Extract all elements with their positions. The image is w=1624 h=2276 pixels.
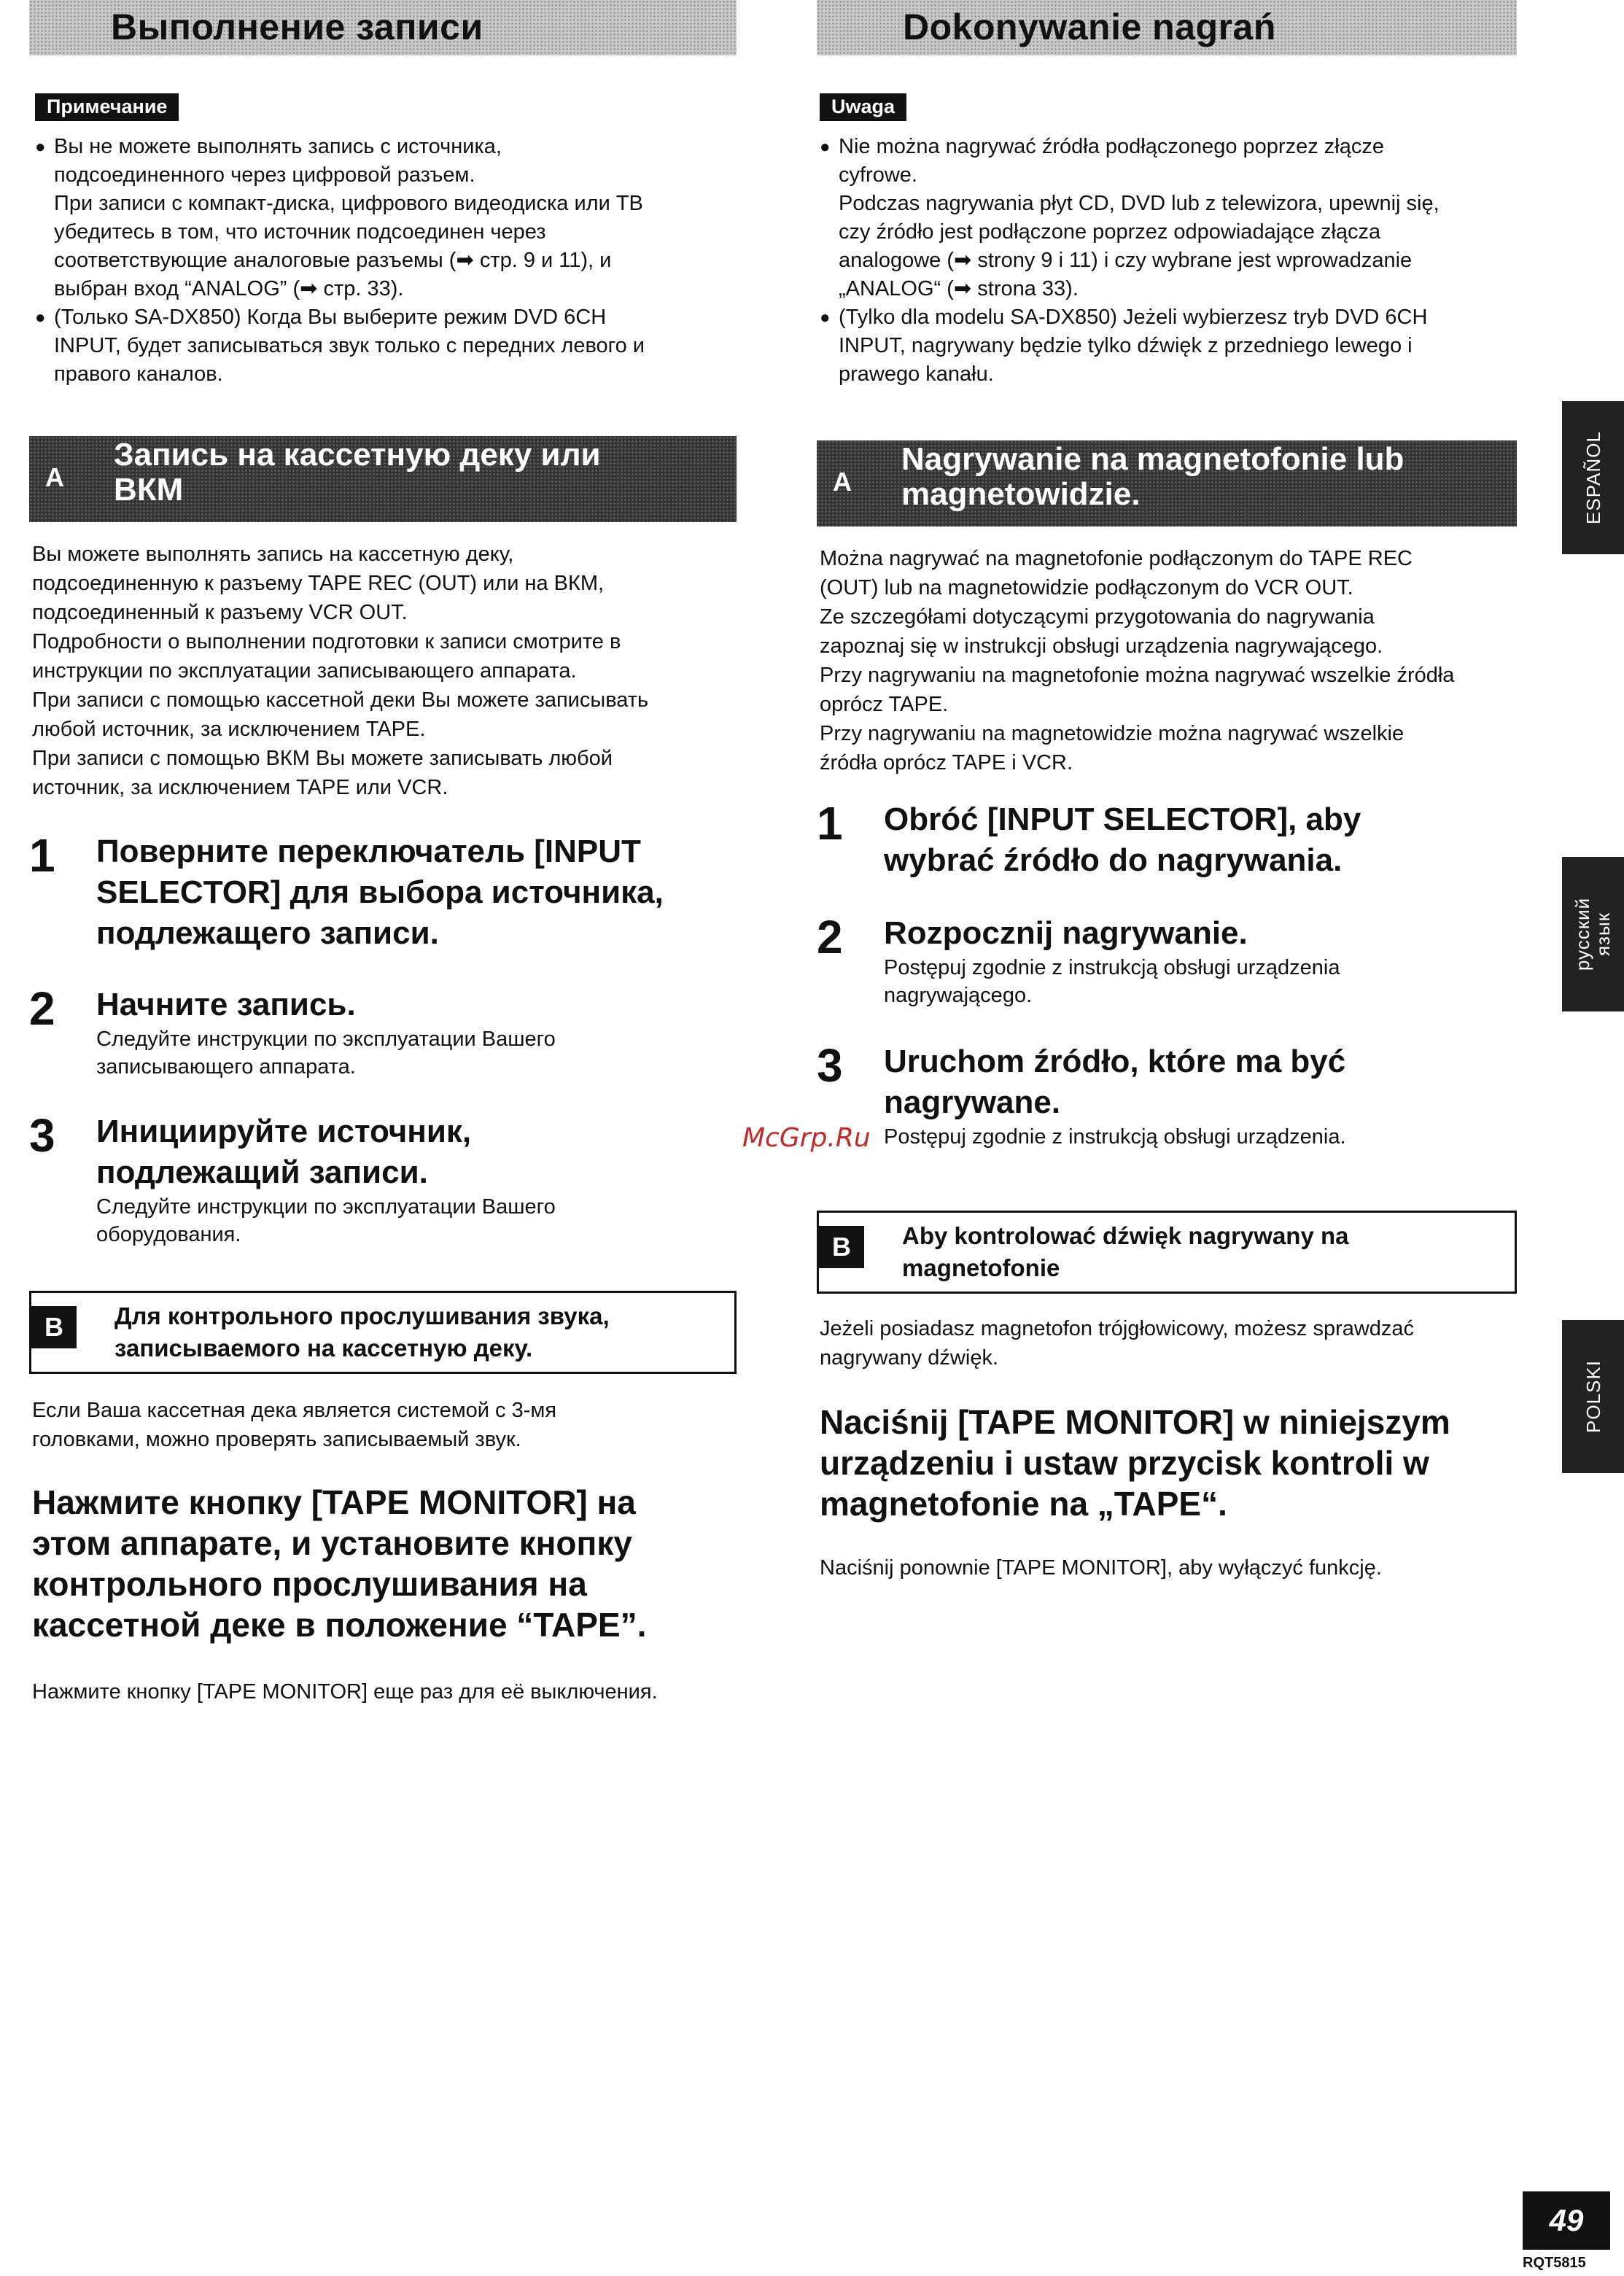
step-description: Postępuj zgodnie z instrukcją obsługi urządzenia. (884, 1125, 1346, 1149)
note-item: ● (Только SA-DX850) Когда Вы выберите режим DVD 6CH INPUT, будет записываться звук только с передних левого и правого каналов. (35, 303, 737, 389)
section-b-letter: B (31, 1306, 77, 1348)
side-tab-espanol: ESPAÑOL (1562, 401, 1624, 554)
section-a-body-ru: Вы можете выполнять запись на кассетную деку, подсоединенную к разъему TAPE REC (OUT) или на ВКМ, подсоединенный к разъему VCR OUT. Подробности о выполнении подготовки к записи смотрите в инструкции по эксплуатации записывающего аппарата. При записи с помощью кассетной деки Вы можете записывать любой источник, за исключением TAPE. При записи с помощью ВКМ Вы можете записывать любой источник, за исключением TAPE или VCR. (32, 543, 649, 799)
section-a-letter: A (45, 462, 64, 492)
bullet-icon: ● (820, 308, 831, 327)
bullet-icon: ● (35, 308, 46, 327)
section-b-instruction-ru: Нажмите кнопку [TAPE MONITOR] на этом аппарате, и установите кнопку контрольного прослушивания на кассетной деке в положение “TAPE”. (32, 1483, 647, 1644)
step-heading: Начните запись. (96, 987, 356, 1022)
document-code: RQT5815 (1523, 2255, 1586, 2271)
page-title-pl (817, 0, 1517, 55)
step-heading: Поверните переключатель [INPUT SELECTOR] для выбора источника, подлежащего записи. (96, 834, 664, 951)
section-b-title: Для контрольного прослушивания звука, записываемого на кассетную деку. (114, 1302, 610, 1362)
notes-list-ru (35, 133, 737, 389)
section-a-title: Запись на кассетную деку или ВКМ (114, 437, 601, 508)
step-number: 2 (817, 911, 843, 963)
page-title-ru (29, 0, 737, 55)
section-b-body-ru: Если Ваша кассетная дека является системой с 3-мя головками, можно проверять записываемый звук. (32, 1399, 557, 1451)
bullet-icon: ● (820, 137, 831, 157)
step-description: Следуйте инструкции по эксплуатации Вашего записывающего аппарата. (96, 1028, 556, 1079)
note-item: ● (Tylko dla modelu SA-DX850) Jeżeli wybierzesz tryb DVD 6CH INPUT, nagrywany będzie tylko dźwięk z przedniego lewego i prawego kanału. (820, 303, 1517, 389)
step-heading: Инициируйте источник, подлежащий записи. (96, 1114, 472, 1190)
section-b-box-ru (29, 1291, 737, 1374)
step-heading: Obróć [INPUT SELECTOR], aby wybrać źródło do nagrywania. (884, 801, 1361, 878)
step-heading: Rozpocznij nagrywanie. (884, 915, 1248, 951)
bullet-icon: ● (35, 137, 46, 157)
section-b-instruction-pl: Naciśnij [TAPE MONITOR] w niniejszym urządzeniu i ustaw przycisk kontroli w magnetofonie na „TAPE“. (820, 1403, 1450, 1523)
page-number: 49 (1523, 2191, 1610, 2250)
step-number: 1 (817, 797, 843, 850)
section-a-letter: A (833, 467, 852, 497)
section-b-footer-ru: Нажмите кнопку [TAPE MONITOR] еще раз для её выключения. (32, 1680, 658, 1704)
step-number: 1 (29, 829, 55, 882)
page-title-pl-text: Dokonywanie nagrań (903, 7, 1276, 47)
note-item: ● Nie można nagrywać źródła podłączonego poprzez złącze cyfrowe. Podczas nagrywania płyt CD, DVD lub z telewizora, upewnij się, czy źródło jest podłączone poprzez odpowiadające złącza analogowe (➡ strony 9 i 11) i czy wybrane jest wprowadzanie „ANALOG“ (➡ strona 33). (820, 133, 1517, 303)
section-a-title: Nagrywanie na magnetofonie lub magnetowidzie. (901, 441, 1405, 512)
section-a-body-pl: Można nagrywać na magnetofonie podłączonym do TAPE REC (OUT) lub na magnetowidzie podłączonym do VCR OUT. Ze szczegółami dotyczącymi przygotowania do nagrywania zapoznaj się w instrukcji obsługi urządzenia nagrywającego. Przy nagrywaniu na magnetofonie można nagrywać wszelkie źródła oprócz TAPE. Przy nagrywaniu na magnetowidzie można nagrywać wszelkie źródła oprócz TAPE i VCR. (820, 547, 1455, 774)
note-item: ● Вы не можете выполнять запись с источника, подсоединенного через цифровой разъем. При записи с компакт-диска, цифрового видеодиска или ТВ убедитесь в том, что источник подсоединен через соответствующие аналоговые разъемы (➡ стр. 9 и 11), и выбран вход “ANALOG” (➡ стр. 33). (35, 133, 737, 303)
section-b-footer-pl: Naciśnij ponownie [TAPE MONITOR], aby wyłączyć funkcję. (820, 1556, 1382, 1580)
section-b-title: Aby kontrolować dźwięk nagrywany na magnetofonie (902, 1222, 1349, 1281)
watermark: McGrp.Ru (742, 1123, 871, 1153)
section-b-box-pl (817, 1211, 1517, 1294)
section-a-header-pl (817, 440, 1517, 527)
section-a-header-ru (29, 436, 737, 522)
side-tab-polski: POLSKI (1562, 1320, 1624, 1473)
note-label-ru: Примечание (35, 93, 179, 121)
section-b-body-pl: Jeżeli posiadasz magnetofon trójgłowicowy, możesz sprawdzać nagrywany dźwięk. (820, 1317, 1415, 1370)
side-tab-russian: русский язык (1562, 857, 1624, 1011)
step-heading: Uruchom źródło, które ma być nagrywane. (884, 1044, 1346, 1120)
step-description: Следуйте инструкции по эксплуатации Вашего оборудования. (96, 1195, 556, 1246)
notes-list-pl (820, 133, 1517, 389)
step-number: 3 (29, 1109, 55, 1162)
step-number: 2 (29, 982, 55, 1035)
note-label-pl: Uwaga (820, 93, 906, 121)
step-description: Postępuj zgodnie z instrukcją obsługi urządzenia nagrywającego. (884, 956, 1340, 1007)
section-b-letter: B (819, 1226, 864, 1268)
step-number: 3 (817, 1039, 843, 1092)
page-title-ru-text: Выполнение записи (111, 7, 483, 47)
